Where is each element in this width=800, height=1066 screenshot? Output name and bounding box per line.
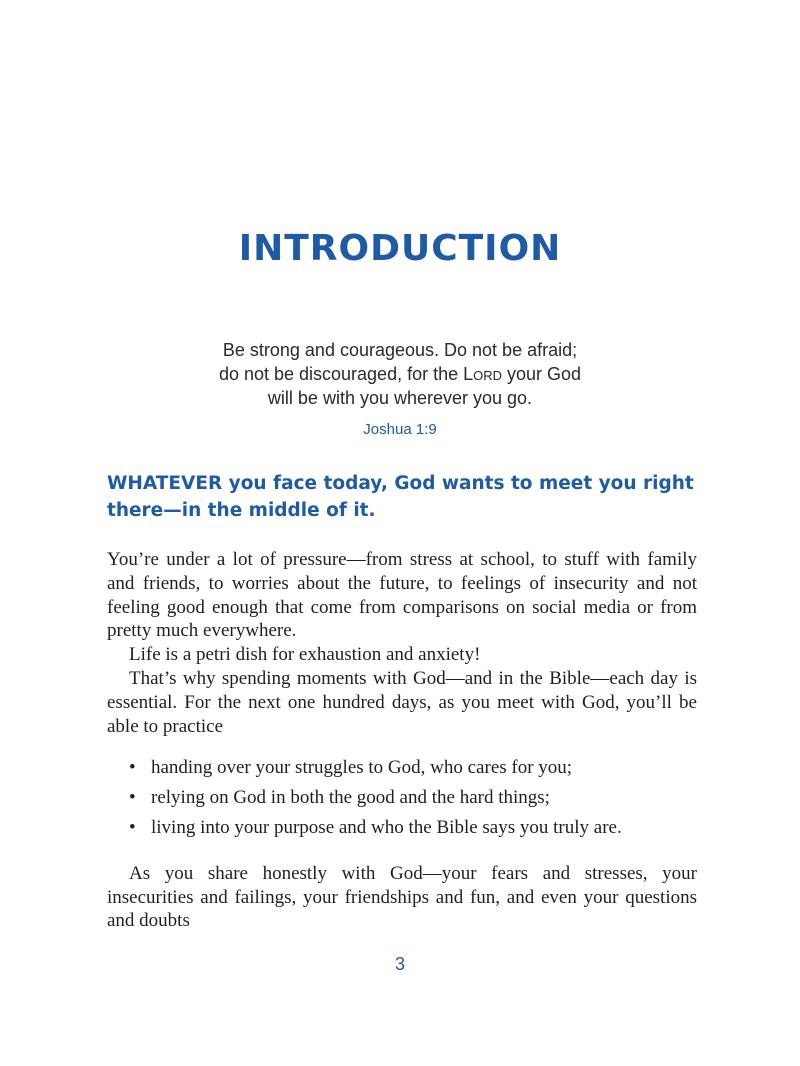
epigraph-lord: Lord	[463, 364, 503, 384]
list-item-text: relying on God in both the good and the hard things;	[151, 787, 550, 809]
paragraph-4: As you share honestly with God—your fears and stresses, your insecurities and failings, your friendships and fun, and even your questions and doubts	[107, 862, 697, 932]
bullet-icon: •	[129, 787, 136, 809]
epigraph-line-2	[150, 362, 650, 386]
scripture-reference: Joshua 1:9	[363, 421, 437, 438]
list-item	[129, 816, 697, 840]
lead-statement: WHATEVER you face today, God wants to meet you right there—in the middle of it.	[107, 473, 694, 521]
page-number: 3	[394, 954, 405, 974]
page-title: INTRODUCTION	[238, 228, 562, 269]
paragraph-1: You’re under a lot of pressure—from stress at school, to stuff with family and friends, to worries about the future, to feelings of insecurity and not feeling good enough that come from comparisons on social media or from pretty much everywhere.	[107, 549, 697, 642]
list-item	[129, 756, 697, 780]
list-item-text: living into your purpose and who the Bible says you truly are.	[151, 816, 622, 838]
list-item-text: handing over your struggles to God, who cares for you;	[151, 757, 573, 779]
paragraph-2: Life is a petri dish for exhaustion and anxiety!	[129, 644, 481, 666]
paragraph-3: That’s why spending moments with God—and in the Bible—each day is essential. For the next one hundred days, as you meet with God, you’ll be able to practice	[107, 667, 697, 737]
bullet-icon: •	[129, 757, 136, 779]
list-item	[129, 786, 697, 810]
practice-list	[107, 756, 697, 839]
epigraph-line-3: will be with you wherever you go.	[267, 388, 533, 408]
epigraph-line-1: Be strong and courageous. Do not be afraid;	[222, 340, 578, 360]
epigraph	[150, 338, 650, 442]
body-text	[107, 548, 697, 933]
epigraph-line-2-start: do not be discouraged, for the	[218, 364, 464, 384]
epigraph-line-2-end: your God	[502, 364, 582, 384]
bullet-icon: •	[129, 816, 136, 838]
